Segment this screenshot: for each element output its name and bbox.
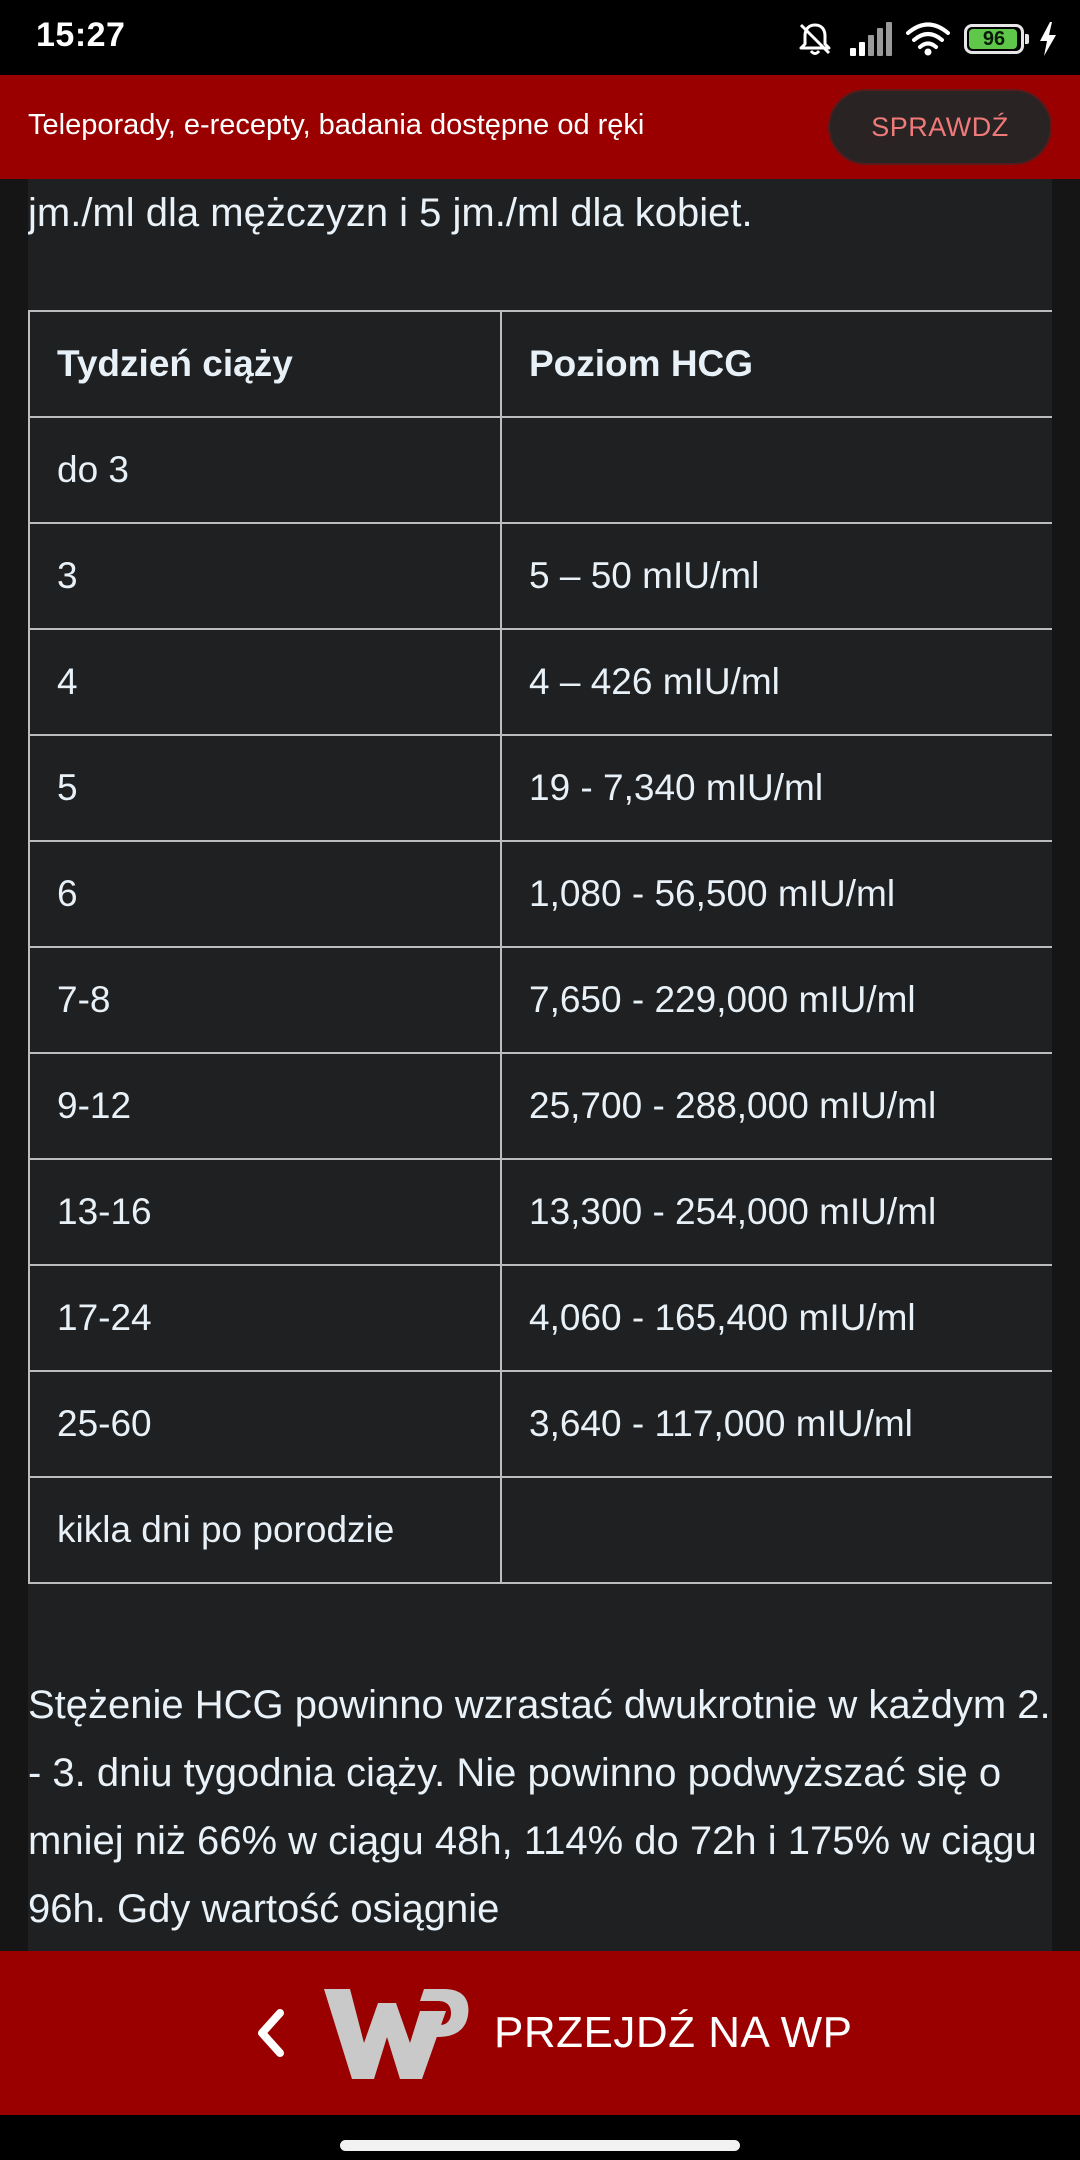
table-row — [29, 1053, 1052, 1159]
check-button[interactable]: SPRAWDŹ — [828, 89, 1052, 165]
table-row — [29, 1265, 1052, 1371]
week-cell: 13-16 — [29, 1159, 501, 1265]
column-header-hcg-level: Poziom HCG — [501, 311, 1052, 417]
hcg-level-cell: 7,650 - 229,000 mIU/ml — [501, 947, 1052, 1053]
week-cell: 9-12 — [29, 1053, 501, 1159]
week-cell: 6 — [29, 841, 501, 947]
table-row — [29, 735, 1052, 841]
hcg-level-cell: 13,300 - 254,000 mIU/ml — [501, 1159, 1052, 1265]
hcg-level-cell: 5 – 50 mIU/ml — [501, 523, 1052, 629]
week-cell: 7-8 — [29, 947, 501, 1053]
go-to-wp-label[interactable]: PRZEJDŹ NA WP — [494, 2008, 853, 2057]
battery-level: 96 — [982, 27, 1006, 50]
wp-logo[interactable] — [320, 1981, 472, 2085]
week-cell: 17-24 — [29, 1265, 501, 1371]
table-row — [29, 629, 1052, 735]
week-cell: kikla dni po porodzie — [29, 1477, 501, 1583]
hcg-level-cell: 1,080 - 56,500 mIU/ml — [501, 841, 1052, 947]
cellular-signal-icon — [848, 22, 892, 56]
lead-text: jm./ml dla mężczyzn i 5 jm./ml dla kobiet. — [28, 191, 753, 235]
table-header-row — [29, 311, 1052, 417]
charging-bolt-icon — [1038, 22, 1058, 56]
table-row — [29, 1371, 1052, 1477]
table-row — [29, 947, 1052, 1053]
hcg-level-cell: 4 – 426 mIU/ml — [501, 629, 1052, 735]
bell-off-icon — [796, 20, 834, 58]
week-cell: do 3 — [29, 417, 501, 523]
body-text: Stężenie HCG powinno wzrastać dwukrotnie w każdym 2. - 3. dniu tygodnia ciąży. Nie powinno podwyższać się o mniej niż 66% w ciągu 48h, 114% do 72h i 175% w ciągu 96h. Gdy wartość osiągnie — [28, 1683, 1051, 1931]
table-row — [29, 841, 1052, 947]
table-row — [29, 1159, 1052, 1265]
hcg-level-cell: 19 - 7,340 mIU/ml — [501, 735, 1052, 841]
table-row — [29, 417, 1052, 523]
battery-icon — [964, 24, 1024, 54]
week-cell: 4 — [29, 629, 501, 735]
hcg-table — [28, 310, 1052, 1584]
promo-banner — [0, 75, 1080, 179]
hcg-level-cell: 25,700 - 288,000 mIU/ml — [501, 1053, 1052, 1159]
table-row — [29, 1477, 1052, 1583]
hcg-level-cell — [501, 1477, 1052, 1583]
go-to-wp-bar[interactable] — [0, 1951, 1080, 2115]
status-icons — [796, 18, 1058, 60]
go-to-wp-link[interactable] — [250, 1981, 853, 2085]
status-time: 15:27 — [36, 16, 126, 54]
week-cell: 5 — [29, 735, 501, 841]
table-row — [29, 523, 1052, 629]
chevron-left-icon[interactable] — [250, 2003, 290, 2063]
hcg-level-cell — [501, 417, 1052, 523]
hcg-level-cell: 3,640 - 117,000 mIU/ml — [501, 1371, 1052, 1477]
gesture-nav-bar — [0, 2115, 1080, 2160]
status-bar — [0, 0, 1080, 75]
promo-text: Teleporady, e-recepty, badania dostępne od ręki — [28, 109, 645, 141]
week-cell: 3 — [29, 523, 501, 629]
week-cell: 25-60 — [29, 1371, 501, 1477]
hcg-level-cell: 4,060 - 165,400 mIU/ml — [501, 1265, 1052, 1371]
wifi-icon — [906, 22, 950, 56]
home-indicator[interactable] — [340, 2140, 740, 2151]
article — [28, 179, 1052, 1951]
column-header-week: Tydzień ciąży — [29, 311, 501, 417]
